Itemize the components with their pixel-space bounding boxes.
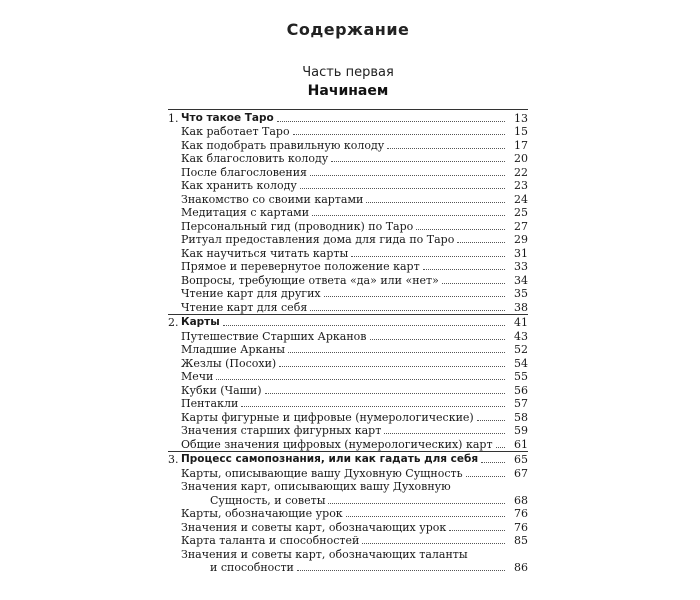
page-number: 43 xyxy=(514,329,528,343)
entry-title: Младшие Арканы xyxy=(181,343,286,356)
entry-title: Персональный гид (проводник) по Таро xyxy=(181,219,414,233)
page-number: 17 xyxy=(514,138,528,152)
toc-entry[interactable] xyxy=(168,260,528,274)
dot-leader xyxy=(312,214,505,216)
page-number: 55 xyxy=(514,370,528,383)
dot-leader xyxy=(310,309,505,311)
dot-leader xyxy=(310,174,505,176)
toc-entry[interactable] xyxy=(168,410,528,424)
toc-entry[interactable] xyxy=(168,383,528,397)
page-number: 41 xyxy=(514,316,528,329)
page-number: 56 xyxy=(514,383,528,397)
entry-title: Как работает Таро xyxy=(181,125,290,138)
toc-entry[interactable] xyxy=(168,300,528,314)
toc-entry[interactable] xyxy=(168,125,528,139)
toc-entry[interactable] xyxy=(168,273,528,287)
toc-chapter[interactable] xyxy=(168,109,528,125)
page-number: 13 xyxy=(514,111,528,125)
dot-leader xyxy=(423,268,505,270)
page-number: 15 xyxy=(514,125,528,138)
toc-chapter[interactable] xyxy=(168,451,528,467)
page-title: Содержание xyxy=(286,20,410,39)
page-number: 59 xyxy=(514,424,528,437)
dot-leader xyxy=(387,147,505,149)
toc-entry[interactable] xyxy=(168,534,528,548)
page-number: 27 xyxy=(514,219,528,233)
page-number: 85 xyxy=(514,534,528,547)
toc-entry[interactable] xyxy=(168,219,528,233)
page-number: 68 xyxy=(514,493,528,507)
page-number: 54 xyxy=(514,356,528,370)
entry-title: Вопросы, требующие ответа «да» или «нет» xyxy=(181,273,439,287)
dot-leader xyxy=(293,133,505,135)
entry-title: После благословения xyxy=(181,165,308,179)
dot-leader xyxy=(351,255,505,257)
entry-title: Значения и советы карт, обозначающих таланты xyxy=(181,547,468,561)
chapter-number: 3. xyxy=(168,453,179,466)
toc-entry[interactable] xyxy=(168,165,528,179)
dot-leader xyxy=(346,515,505,517)
toc-entry[interactable] xyxy=(168,329,528,343)
entry-title: Кубки (Чаши) xyxy=(181,383,262,397)
page-number: 25 xyxy=(514,206,528,219)
entry-title: Путешествие Старших Арканов xyxy=(181,329,367,343)
page-number: 57 xyxy=(514,397,528,410)
table-of-contents xyxy=(168,109,528,574)
page-number: 86 xyxy=(514,561,528,574)
page-number: 34 xyxy=(514,273,528,287)
dot-leader xyxy=(297,569,505,571)
dot-leader xyxy=(366,201,505,203)
entry-title: Жезлы (Посохи) xyxy=(181,356,277,370)
dot-leader xyxy=(370,338,506,340)
entry-title: Карты фигурные и цифровые (нумерологические) xyxy=(181,410,474,424)
toc-entry[interactable] xyxy=(168,547,528,561)
dot-leader xyxy=(384,432,505,434)
entry-title: Чтение карт для других xyxy=(181,287,321,300)
toc-entry[interactable] xyxy=(168,343,528,357)
dot-leader xyxy=(442,282,505,284)
dot-leader xyxy=(466,475,505,477)
toc-entry[interactable] xyxy=(168,356,528,370)
dot-leader xyxy=(300,187,505,189)
dot-leader xyxy=(324,295,505,297)
chapter-number: 2. xyxy=(168,316,179,329)
toc-entry[interactable] xyxy=(168,233,528,247)
page-number: 52 xyxy=(514,343,528,356)
page-number: 38 xyxy=(514,300,528,314)
toc-entry[interactable] xyxy=(168,179,528,193)
toc-entry[interactable] xyxy=(168,466,528,480)
chapter-number: 1. xyxy=(168,111,179,125)
entry-title: Процесс самопознания, или как гадать для себя xyxy=(181,453,479,465)
toc-entry[interactable] xyxy=(168,287,528,301)
dot-leader xyxy=(449,529,505,531)
dot-leader xyxy=(279,365,505,367)
toc-entry[interactable] xyxy=(168,561,528,575)
entry-title: Как благословить колоду xyxy=(181,152,329,165)
toc-entry[interactable] xyxy=(168,424,528,438)
toc-entry[interactable] xyxy=(168,520,528,534)
toc-page xyxy=(168,20,528,574)
dot-leader xyxy=(457,241,505,243)
dot-leader xyxy=(496,446,505,448)
dot-leader xyxy=(288,351,505,353)
entry-title: Ритуал предоставления дома для гида по Таро xyxy=(181,233,455,246)
toc-entry[interactable] xyxy=(168,152,528,166)
entry-title: Пентакли xyxy=(181,397,239,410)
page-number: 24 xyxy=(514,192,528,206)
dot-leader xyxy=(241,405,505,407)
page-number: 22 xyxy=(514,165,528,179)
entry-title: Как научиться читать карты xyxy=(181,246,349,260)
page-number: 67 xyxy=(514,466,528,480)
toc-entry[interactable] xyxy=(168,138,528,152)
part-title: Начинаем xyxy=(307,83,389,99)
entry-title: Значения старших фигурных карт xyxy=(181,424,382,437)
page-number: 29 xyxy=(514,233,528,246)
page-number: 33 xyxy=(514,260,528,273)
entry-title: Карты, описывающие вашу Духовную Сущность xyxy=(181,466,463,480)
dot-leader xyxy=(223,324,505,326)
entry-title: Карты, обозначающие урок xyxy=(181,507,343,520)
toc-entry[interactable] xyxy=(168,206,528,220)
page-number: 35 xyxy=(514,287,528,300)
entry-title: Чтение карт для себя xyxy=(181,300,308,314)
page-number: 58 xyxy=(514,410,528,424)
entry-title: Сущность, и советы xyxy=(210,493,326,507)
entry-title: Прямое и перевернутое положение карт xyxy=(181,260,420,273)
page-number: 31 xyxy=(514,246,528,260)
page-number: 76 xyxy=(514,520,528,534)
entry-title: и способности xyxy=(210,561,294,574)
toc-entry[interactable] xyxy=(168,437,528,451)
entry-title: Значения карт, описывающих вашу Духовную xyxy=(181,480,451,493)
toc-entry[interactable] xyxy=(168,192,528,206)
entry-title: Знакомство со своими картами xyxy=(181,192,364,206)
entry-title: Мечи xyxy=(181,370,214,383)
entry-title: Значения и советы карт, обозначающих урок xyxy=(181,520,447,534)
dot-leader xyxy=(216,378,505,380)
entry-title: Медитация с картами xyxy=(181,206,310,219)
dot-leader xyxy=(277,120,505,122)
toc-entry[interactable] xyxy=(168,493,528,507)
toc-entry[interactable] xyxy=(168,370,528,384)
toc-entry[interactable] xyxy=(168,246,528,260)
page-number: 65 xyxy=(514,453,528,466)
page-number: 23 xyxy=(514,179,528,192)
entry-title: Что такое Таро xyxy=(181,111,274,124)
entry-title: Общие значения цифровых (нумерологических) карт xyxy=(181,437,493,451)
dot-leader xyxy=(477,419,505,421)
part-label: Часть первая xyxy=(302,65,394,80)
entry-title: Карта таланта и способностей xyxy=(181,534,360,547)
dot-leader xyxy=(481,461,505,463)
dot-leader xyxy=(265,392,505,394)
entry-title: Как подобрать правильную колоду xyxy=(181,138,385,152)
toc-chapter[interactable] xyxy=(168,314,528,330)
page-number: 61 xyxy=(514,437,528,451)
page-number: 76 xyxy=(514,507,528,520)
entry-title: Как хранить колоду xyxy=(181,179,297,192)
toc-entry[interactable] xyxy=(168,480,528,494)
entry-title: Карты xyxy=(181,316,220,328)
toc-entry[interactable] xyxy=(168,397,528,411)
dot-leader xyxy=(416,228,505,230)
dot-leader xyxy=(331,160,505,162)
page-number: 20 xyxy=(514,152,528,165)
dot-leader xyxy=(328,502,505,504)
toc-entry[interactable] xyxy=(168,507,528,521)
dot-leader xyxy=(362,542,505,544)
